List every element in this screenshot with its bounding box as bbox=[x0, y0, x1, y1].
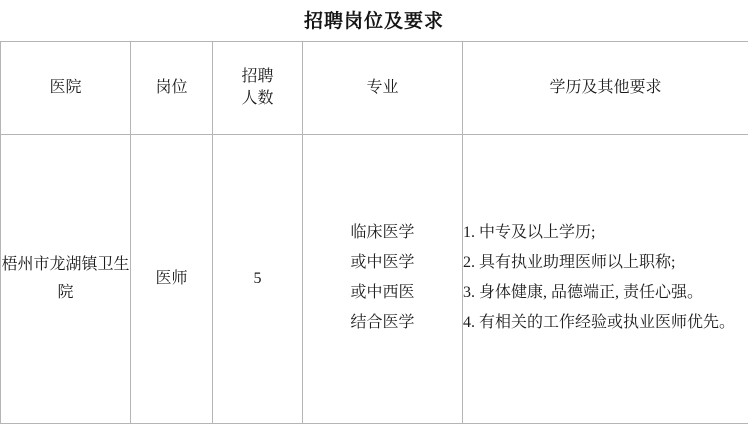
cell-post: 医师 bbox=[131, 135, 213, 424]
table-row bbox=[1, 135, 748, 424]
column-header-requirements-label: 学历及其他要求 bbox=[549, 79, 662, 97]
table-header bbox=[1, 42, 748, 135]
major-line-4: 结合医学 bbox=[350, 314, 415, 331]
column-header-count-line-2: 人数 bbox=[241, 90, 274, 107]
column-header-hospital-label: 医院 bbox=[49, 79, 82, 97]
requirement-item-2: 2. 具有执业助理医师以上职称; bbox=[463, 254, 676, 271]
column-header-count-line-1: 招聘 bbox=[241, 67, 274, 85]
column-header-post bbox=[131, 42, 213, 135]
major-line-1: 临床医学 bbox=[350, 224, 415, 241]
recruitment-table bbox=[0, 41, 748, 424]
column-header-count bbox=[213, 42, 303, 135]
major-line-2: 或中医学 bbox=[350, 254, 415, 271]
column-header-post-label: 岗位 bbox=[155, 79, 188, 97]
cell-count: 5 bbox=[213, 135, 303, 424]
column-header-hospital bbox=[1, 42, 131, 135]
requirement-item-3: 3. 身体健康, 品德端正, 责任心强。 bbox=[463, 284, 704, 301]
cell-hospital: 梧州市龙湖镇卫生院 bbox=[1, 135, 131, 424]
page-title: 招聘岗位及要求 bbox=[303, 11, 444, 32]
table-body bbox=[1, 135, 748, 424]
column-header-major-label: 专业 bbox=[366, 79, 399, 97]
requirement-item-1: 1. 中专及以上学历; bbox=[463, 224, 596, 241]
cell-requirements bbox=[463, 135, 748, 424]
cell-major bbox=[303, 135, 463, 424]
requirement-item-4: 4. 有相关的工作经验或执业医师优先。 bbox=[463, 314, 736, 331]
column-header-major bbox=[303, 42, 463, 135]
table-header-row bbox=[1, 42, 748, 135]
column-header-requirements bbox=[463, 42, 748, 135]
major-line-3: 或中西医 bbox=[350, 284, 415, 301]
